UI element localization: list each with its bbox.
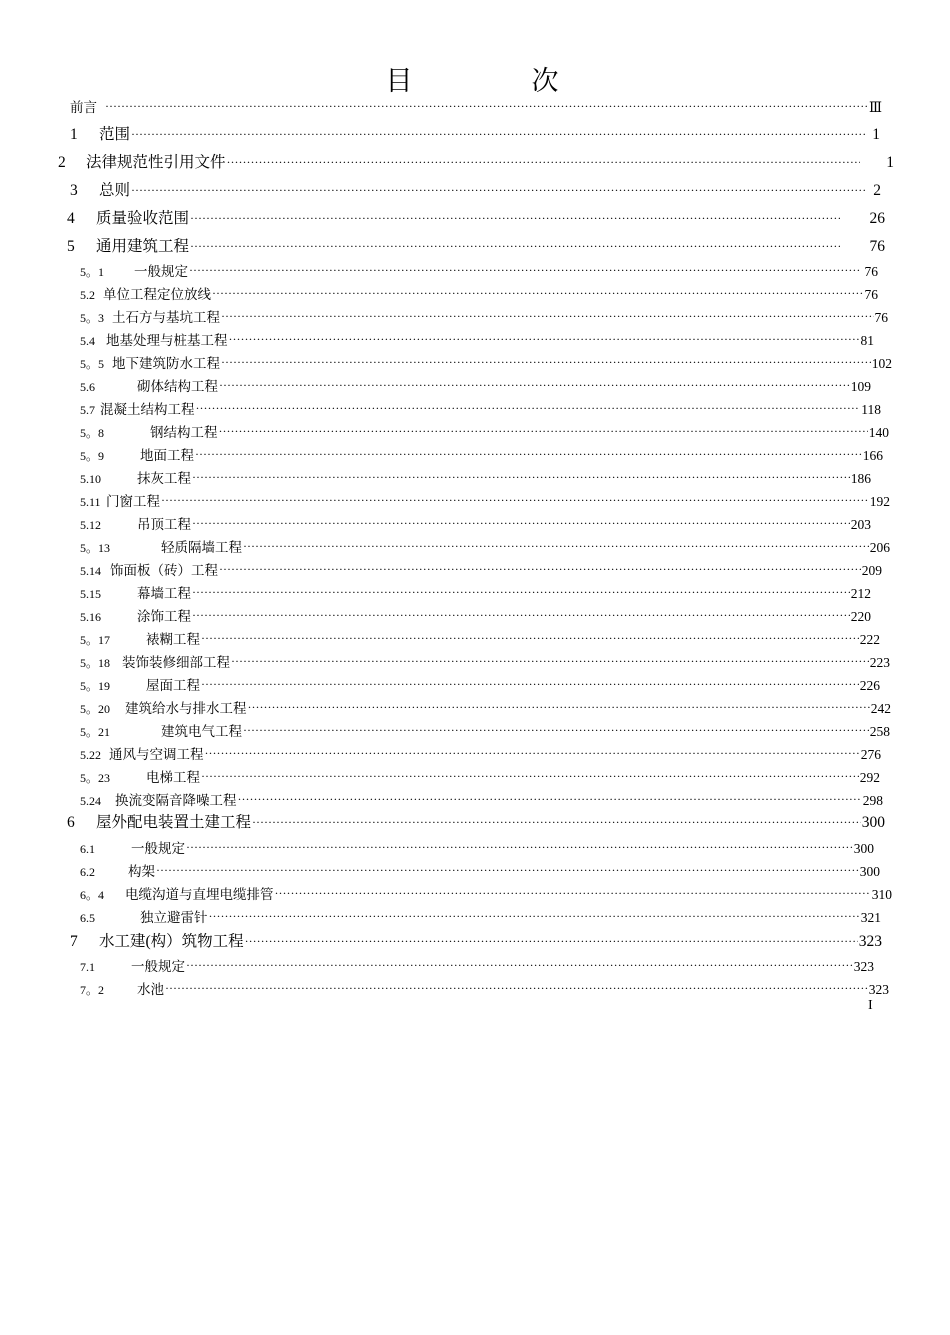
toc-entry-7[interactable] bbox=[70, 930, 882, 954]
toc-entry-title: 幕墙工程 bbox=[137, 585, 191, 601]
toc-entry-page: 242 bbox=[870, 700, 891, 716]
toc-entry-title: 地面工程 bbox=[140, 447, 194, 463]
toc-entry-page: 209 bbox=[861, 562, 882, 578]
toc-entry-page: 166 bbox=[862, 447, 883, 463]
toc-entry-number: 5。17 bbox=[80, 632, 111, 647]
toc-entry-title: 钢结构工程 bbox=[150, 424, 218, 440]
toc-leader-dots bbox=[165, 978, 868, 994]
toc-entry-5-5[interactable] bbox=[80, 352, 892, 374]
toc-leader-dots bbox=[192, 467, 850, 483]
toc-entry-page: 226 bbox=[859, 677, 880, 693]
toc-entry-title: 地下建筑防水工程 bbox=[112, 355, 220, 371]
toc-entry-page: 300 bbox=[861, 813, 885, 831]
toc-leader-dots bbox=[212, 283, 864, 299]
toc-entry-title: 轻质隔墙工程 bbox=[161, 539, 242, 555]
toc-entry-title: 水工建(构）筑物工程 bbox=[99, 932, 244, 950]
toc-entry-page: 81 bbox=[860, 332, 874, 348]
toc-entry-page: 292 bbox=[859, 769, 880, 785]
toc-entry-title: 电梯工程 bbox=[146, 769, 200, 785]
toc-title: 目 次 bbox=[385, 66, 605, 97]
toc-leader-dots bbox=[243, 536, 869, 552]
toc-entry-5-2[interactable] bbox=[80, 283, 878, 305]
toc-entry-5-18[interactable] bbox=[80, 651, 890, 673]
toc-entry-page: 310 bbox=[871, 886, 892, 902]
toc-entry-title: 装饰装修细部工程 bbox=[122, 654, 230, 670]
toc-entry-title: 地基处理与桩基工程 bbox=[106, 332, 228, 348]
toc-entry-preface[interactable] bbox=[70, 96, 882, 118]
toc-entry-number: 2 bbox=[58, 153, 66, 171]
toc-entry-5-4[interactable] bbox=[80, 329, 874, 351]
toc-entry-title: 建筑电气工程 bbox=[161, 723, 242, 739]
toc-entry-number: 1 bbox=[70, 125, 78, 143]
toc-entry-title: 屋面工程 bbox=[146, 677, 200, 693]
toc-entry-title: 一般规定 bbox=[131, 958, 185, 974]
toc-entry-page: 258 bbox=[869, 723, 890, 739]
toc-entry-page: 220 bbox=[850, 608, 871, 624]
footer-page-number: I bbox=[868, 998, 873, 1013]
toc-entry-page: 26 bbox=[869, 209, 885, 227]
toc-entry-number: 5。18 bbox=[80, 655, 111, 670]
toc-leader-dots bbox=[219, 421, 868, 437]
toc-entry-title: 土石方与基坑工程 bbox=[112, 309, 220, 325]
toc-entry-title: 通用建筑工程 bbox=[96, 237, 190, 255]
toc-entry-number: 5.15 bbox=[80, 586, 101, 601]
toc-leader-dots bbox=[201, 674, 859, 690]
toc-entry-number: 5.2 bbox=[80, 287, 95, 302]
toc-entry-number: 5.14 bbox=[80, 563, 101, 578]
toc-entry-number: 5。5 bbox=[80, 356, 105, 371]
toc-entry-5-16[interactable] bbox=[80, 605, 871, 627]
toc-leader-dots bbox=[227, 151, 861, 167]
toc-entry-5-22[interactable] bbox=[80, 743, 881, 765]
toc-entry-page: 1 bbox=[872, 125, 880, 143]
toc-entry-page: 222 bbox=[859, 631, 880, 647]
toc-entry-title: 混凝土结构工程 bbox=[100, 401, 195, 417]
toc-entry-page: 1 bbox=[886, 153, 894, 171]
toc-entry-5-13[interactable] bbox=[80, 536, 890, 558]
toc-leader-dots bbox=[196, 398, 861, 414]
toc-entry-title: 电缆沟道与直埋电缆排管 bbox=[125, 886, 274, 902]
toc-entry-page: 321 bbox=[860, 909, 881, 925]
toc-entry-page: 298 bbox=[862, 792, 883, 808]
toc-leader-dots bbox=[231, 651, 869, 667]
toc-entry-number: 6.2 bbox=[80, 864, 95, 879]
toc-leader-dots bbox=[275, 883, 871, 899]
toc-leader-dots bbox=[243, 720, 869, 736]
toc-entry-number: 3 bbox=[70, 181, 78, 199]
toc-entry-5-3[interactable] bbox=[80, 306, 888, 328]
toc-leader-dots bbox=[131, 179, 866, 195]
toc-leader-dots bbox=[219, 559, 861, 575]
toc-entry-7-1[interactable] bbox=[80, 955, 874, 977]
toc-entry-number: 7.1 bbox=[80, 959, 95, 974]
toc-leader-dots bbox=[161, 490, 869, 506]
toc-entry-number: 5.11 bbox=[80, 494, 101, 509]
toc-entry-6[interactable] bbox=[67, 811, 885, 835]
toc-entry-title: 建筑给水与排水工程 bbox=[125, 700, 247, 716]
toc-entry-number: 6.1 bbox=[80, 841, 95, 856]
toc-entry-5-8[interactable] bbox=[80, 421, 889, 443]
toc-entry-page: 76 bbox=[864, 263, 878, 279]
toc-entry-page: 76 bbox=[874, 309, 888, 325]
toc-leader-dots bbox=[221, 306, 874, 322]
toc-entry-1[interactable] bbox=[70, 123, 880, 147]
toc-entry-page: 323 bbox=[853, 958, 874, 974]
toc-leader-dots bbox=[209, 906, 860, 922]
toc-entry-number: 5。23 bbox=[80, 770, 111, 785]
toc-entry-6-4[interactable] bbox=[80, 883, 892, 905]
toc-entry-number: 7 bbox=[70, 932, 78, 950]
toc-entry-page: 323 bbox=[868, 981, 889, 997]
toc-entry-5-10[interactable] bbox=[80, 467, 871, 489]
toc-entry-title: 屋外配电装置土建工程 bbox=[96, 813, 252, 831]
toc-entry-title: 门窗工程 bbox=[106, 493, 160, 509]
toc-leader-dots bbox=[192, 513, 850, 529]
toc-leader-dots bbox=[156, 860, 859, 876]
toc-entry-5-12[interactable] bbox=[80, 513, 871, 535]
toc-entry-6-2[interactable] bbox=[80, 860, 880, 882]
toc-entry-number: 5。19 bbox=[80, 678, 111, 693]
toc-entry-5-11[interactable] bbox=[80, 490, 890, 512]
toc-entry-title: 涂饰工程 bbox=[137, 608, 191, 624]
toc-leader-dots bbox=[201, 628, 859, 644]
toc-entry-page: 206 bbox=[869, 539, 890, 555]
toc-leader-dots bbox=[190, 235, 839, 251]
toc-entry-number: 5.4 bbox=[80, 333, 95, 348]
toc-entry-number: 5。1 bbox=[80, 264, 105, 279]
toc-entry-5-9[interactable] bbox=[80, 444, 883, 466]
toc-entry-3[interactable] bbox=[70, 179, 881, 203]
toc-entry-number: 5 bbox=[67, 237, 75, 255]
toc-entry-number: 5.12 bbox=[80, 517, 101, 532]
toc-entry-title: 吊顶工程 bbox=[137, 516, 191, 532]
toc-leader-dots bbox=[245, 930, 858, 946]
toc-entry-title: 裱糊工程 bbox=[146, 631, 200, 647]
toc-entry-5-15[interactable] bbox=[80, 582, 871, 604]
toc-entry-number: 6。4 bbox=[80, 887, 105, 902]
toc-leader-dots bbox=[238, 789, 862, 805]
toc-entry-number: 5。8 bbox=[80, 425, 105, 440]
toc-entry-5-24[interactable] bbox=[80, 789, 883, 811]
toc-entry-title: 一般规定 bbox=[134, 263, 188, 279]
toc-entry-page: 300 bbox=[859, 863, 880, 879]
toc-entry-number: 7。2 bbox=[80, 982, 105, 997]
toc-leader-dots bbox=[252, 811, 861, 827]
toc-entry-5-7[interactable] bbox=[80, 398, 881, 420]
toc-entry-5-21[interactable] bbox=[80, 720, 890, 742]
toc-leader-dots bbox=[221, 352, 871, 368]
toc-entry-page: 203 bbox=[850, 516, 871, 532]
toc-entry-page: 223 bbox=[869, 654, 890, 670]
toc-entry-4[interactable] bbox=[67, 207, 885, 231]
toc-entry-page: 76 bbox=[869, 237, 885, 255]
toc-leader-dots bbox=[192, 605, 850, 621]
toc-entry-page: 300 bbox=[853, 840, 874, 856]
toc-leader-dots bbox=[192, 582, 850, 598]
toc-entry-5-1[interactable] bbox=[80, 260, 878, 282]
toc-entry-number: 6 bbox=[67, 813, 75, 831]
toc-entry-5-14[interactable] bbox=[80, 559, 882, 581]
toc-entry-page: 186 bbox=[850, 470, 871, 486]
toc-leader-dots bbox=[105, 96, 868, 112]
toc-entry-5-20[interactable] bbox=[80, 697, 891, 719]
toc-entry-5[interactable] bbox=[67, 235, 885, 259]
toc-leader-dots bbox=[186, 955, 853, 971]
toc-leader-dots bbox=[201, 766, 859, 782]
toc-entry-number: 5.10 bbox=[80, 471, 101, 486]
toc-leader-dots bbox=[248, 697, 870, 713]
toc-entry-number: 5。13 bbox=[80, 540, 111, 555]
toc-entry-page: 2 bbox=[873, 181, 881, 199]
toc-entry-7-2[interactable] bbox=[80, 978, 889, 1000]
toc-entry-page: 140 bbox=[868, 424, 889, 440]
toc-entry-5-19[interactable] bbox=[80, 674, 880, 696]
toc-entry-number: 5.16 bbox=[80, 609, 101, 624]
toc-entry-title: 饰面板（砖）工程 bbox=[110, 562, 218, 578]
toc-entry-page: 276 bbox=[860, 746, 881, 762]
toc-entry-page: 212 bbox=[850, 585, 871, 601]
toc-entry-number: 5.24 bbox=[80, 793, 101, 808]
toc-entry-page: 109 bbox=[850, 378, 871, 394]
toc-entry-6-5[interactable] bbox=[80, 906, 881, 928]
toc-entry-title: 单位工程定位放线 bbox=[103, 286, 211, 302]
toc-entry-title: 质量验收范围 bbox=[96, 209, 190, 227]
toc-entry-page: Ⅲ bbox=[868, 99, 882, 115]
toc-entry-page: 192 bbox=[869, 493, 890, 509]
toc-entry-title: 一般规定 bbox=[131, 840, 185, 856]
toc-leader-dots bbox=[195, 444, 862, 460]
toc-entry-title: 范围 bbox=[99, 125, 131, 143]
toc-leader-dots bbox=[190, 207, 839, 223]
toc-entry-title: 法律规范性引用文件 bbox=[86, 153, 226, 171]
toc-entry-title: 构架 bbox=[128, 863, 155, 879]
toc-entry-number: 5.6 bbox=[80, 379, 95, 394]
toc-entry-2[interactable] bbox=[58, 151, 894, 175]
toc-entry-5-17[interactable] bbox=[80, 628, 880, 650]
toc-entry-page: 118 bbox=[861, 401, 881, 417]
toc-entry-title: 前言 bbox=[70, 99, 97, 115]
toc-leader-dots bbox=[186, 837, 853, 853]
toc-leader-dots bbox=[219, 375, 850, 391]
toc-leader-dots bbox=[205, 743, 860, 759]
toc-entry-number: 5.22 bbox=[80, 747, 101, 762]
toc-leader-dots bbox=[229, 329, 860, 345]
toc-leader-dots bbox=[189, 260, 860, 276]
toc-entry-page: 323 bbox=[858, 932, 882, 950]
toc-entry-title: 水池 bbox=[137, 981, 164, 997]
toc-entry-page: 102 bbox=[871, 355, 892, 371]
toc-entry-number: 5。20 bbox=[80, 701, 111, 716]
toc-entry-5-23[interactable] bbox=[80, 766, 880, 788]
toc-entry-page: 76 bbox=[864, 286, 878, 302]
toc-entry-number: 5。3 bbox=[80, 310, 105, 325]
toc-entry-number: 6.5 bbox=[80, 910, 95, 925]
toc-entry-5-6[interactable] bbox=[80, 375, 871, 397]
toc-entry-title: 总则 bbox=[99, 181, 131, 199]
toc-leader-dots bbox=[131, 123, 865, 139]
toc-entry-number: 5。21 bbox=[80, 724, 111, 739]
toc-entry-number: 5.7 bbox=[80, 402, 95, 417]
toc-entry-title: 砌体结构工程 bbox=[137, 378, 218, 394]
toc-entry-title: 换流变隔音降噪工程 bbox=[115, 792, 237, 808]
toc-entry-title: 通风与空调工程 bbox=[109, 746, 204, 762]
toc-entry-6-1[interactable] bbox=[80, 837, 874, 859]
toc-entry-title: 抹灰工程 bbox=[137, 470, 191, 486]
toc-entry-number: 5。9 bbox=[80, 448, 105, 463]
toc-entry-number: 4 bbox=[67, 209, 75, 227]
toc-entry-title: 独立避雷针 bbox=[140, 909, 208, 925]
